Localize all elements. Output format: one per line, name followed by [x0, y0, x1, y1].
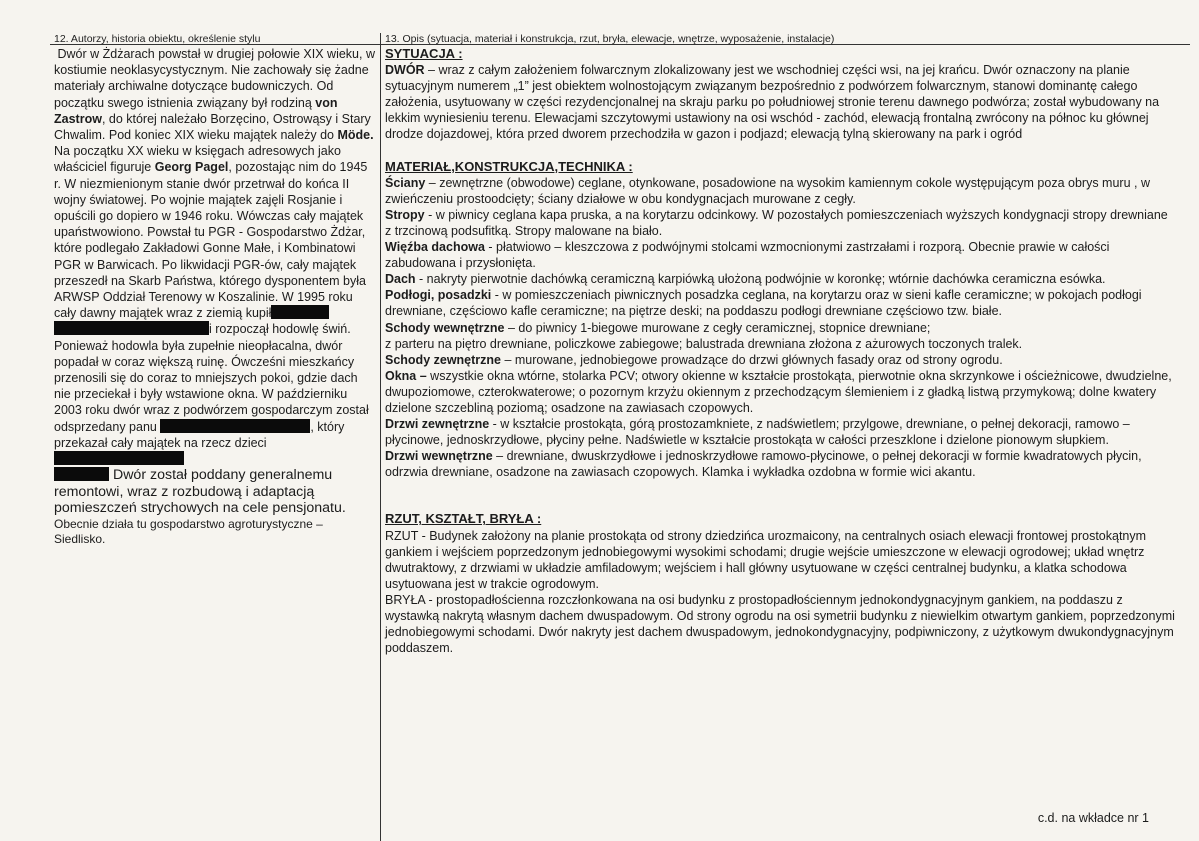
material-item-label: Drzwi wewnętrzne	[385, 449, 493, 464]
material-item-text: - w piwnicy ceglana kapa pruska, a na korytarzu odcinkowy. W pozostałych pomieszczeniach wyższych kondygnacji stropy drewniane z trzcinową podsufitką. Stropy malowane na biało.	[385, 207, 1168, 238]
material-item-text: wszystkie okna wtórne, stolarka PCV; otwory okienne w kształcie prostokąta, pierwotnie okna skrzynkowe i ościeżnicowe, dwudzielne, dwupoziomowe, czterokwaterowe; o pozornym krzyżu okiennym z przechodzącym ślemieniem i z gładką listwą przymykową; dolne kwatery dzielone szczebliną poziomą; osadzone na zawiasach czopowych.	[385, 368, 1172, 415]
section-title-rzut: RZUT, KSZTAŁT, BRYŁA :	[385, 511, 542, 527]
material-item-label: Podłogi, posadzki	[385, 288, 492, 303]
material-item-label: Okna –	[385, 368, 427, 383]
history-text: , pozostając nim do 1945 r. W niezmienionym stanie dwór przetrwał do końca II wojny światowej. Po wojnie majątek zajęli Rosjanie i opuścili go dopiero w 1946 roku. Wówczas cały majątek upaństwowiono. Powstał tu PGR - Gospodarstwo Żdżar, które podlegało Zakładowi Gonne Małe, i Kombinatowi PGR w Barwicach. Po likwidacji PGR-ów, cały majątek przeszedł na Skarb Państwa, którego dysponentem była ARWSP Oddział Terenowy w Koszalinie. W 1995 roku cały dawny majątek wraz z ziemią kupił	[54, 160, 368, 321]
redaction-bar	[54, 467, 109, 481]
history-name-mode: Möde.	[337, 128, 374, 143]
redaction-bar	[54, 451, 184, 465]
material-item-text: – do piwnicy 1-biegowe murowane z cegły ceramicznej, stopnice drewniane;	[504, 320, 931, 335]
sytuacja-lead: DWÓR	[385, 63, 425, 78]
material-item-text: - w pomieszczeniach piwnicznych posadzka ceglana, na korytarzu oraz w sieni kafle ceramiczne; w pokojach podłogi drewniane, częściowo kafle ceramiczne; na piętrze deski; na poddaszu podłogi drewniane częściowo tzw. białe.	[385, 288, 1142, 319]
redaction-bar	[54, 321, 209, 335]
material-item-text: – zewnętrzne (obwodowe) ceglane, otynkowane, posadowione na wysokim kamiennym cokole występującym poza obrys muru , w zwieńczeniu prostoodcięty; ściany działowe w obu kondygnacjach murowane z cegły.	[385, 175, 1150, 206]
history-text: Na początku XX wieku w księgach adresowych jako właściciel figuruje	[54, 144, 341, 175]
material-item-label: Drzwi zewnętrzne	[385, 417, 490, 432]
material-item	[385, 368, 1175, 416]
bryla-paragraph: BRYŁA - prostopadłościenna rozczłonkowana na osi budynku z prostopadłościennym jednokondygnacyjnym gankiem, na poddaszu z wystawką nakrytą własnym dachem dwuspadowym. Od strony ogrodu na osi symetrii budynku z niewielkim otwartym gankiem, poprzedzonymi jednobiegowymi schodami. Dwór nakryty jest dachem dwuspadowym, jednokondygnacyjny, podpiwniczony, z użytkowym dwukondygnacyjnym poddaszem.	[385, 592, 1175, 656]
sytuacja-text: – wraz z całym założeniem folwarcznym zlokalizowany jest we wschodniej części wsi, na jej krańcu. Dwór oznaczony na planie sytuacyjnym numerem „1” jest obiektem wolnostojącym związanym bezpośrednio z podwórzem folwarcznym, stanowi dominantę całego założenia, usytuowany w części rezydencjonalnej na skraju parku po południowej stronie terenu dawnego podwórza; został wybudowany na lekkim wyniesieniu terenu. Elewacjami szczytowymi ustawiony na osi wschód - zachód, elewacją frontalną zwrócony na północ ku głównej drodze dojazdowej, która przed dworem przechodziła w gazon i podjazd; elewacją tylną skierowany na park i ogród	[385, 63, 1160, 142]
history-text: Dwór został poddany generalnemu remontowi, wraz z rozbudową i adaptacją pomieszczeń strychowych na cele pensjonatu.	[54, 467, 346, 517]
material-item	[385, 336, 1175, 352]
material-list	[385, 175, 1175, 481]
section-title-sytuacja: SYTUACJA :	[385, 46, 463, 61]
material-item	[385, 271, 1175, 287]
material-item-text: – drewniane, dwuskrzydłowe i jednoskrzydłowe ramowo-płycinowe, o pełnej dekoracji w formie kwadratowych płycin, odrzwia drewniane, osadzone na zawiasach czopowych. Klamka i wykładka ozdobna w formie wici akantu.	[385, 449, 1142, 480]
history-text: i rozpoczął hodowlę świń. Ponieważ hodowla była zupełnie nieopłacalna, dwór popadał w coraz większą ruinę. Ówcześni mieszkańcy przenosili się do coraz to mniejszych pokoi, gdzie dach nie przeciekał i były wstawione okna. W październiku 2003 roku dwór wraz z podwórzem gospodarczym został odsprzedany panu	[54, 322, 369, 434]
history-paragraph-remont	[54, 467, 376, 517]
rzut-paragraph: RZUT - Budynek założony na planie prostokąta od strony dziedzińca urozmaicony, na centralnych osiach elewacji frontowej prostokątnym gankiem i wejściem poprzedzonym jednobiegowymi wysokimi schodami; drugie wejście umieszczone w elewacji ogrodowej; układ wnętrz dwutraktowy, z drzwiami w układzie amfiladowym; wejściem i hall główny usytuowane w części centralnej budynku, a klatka schodowa usytuowana jest w trakcie ogrodowym.	[385, 528, 1147, 591]
continuation-note: c.d. na wkładce nr 1	[1037, 811, 1149, 825]
material-item-label: Schody wewnętrzne	[385, 320, 505, 335]
material-item-text: - nakryty pierwotnie dachówką ceramiczną karpiówką ułożoną podwójnie w koronkę; wtórnie dachówka ceramiczna esówka.	[415, 272, 1106, 287]
material-item-text: - płatwiowo – kleszczowa z podwójnymi stolcami wzmocnionymi zastrzałami i rozporą. Obecnie prawie w całości zabudowana i przysłonięta.	[385, 240, 1110, 271]
material-item-text: - w kształcie prostokąta, górą prostozamkniete, z nadświetlem; przylgowe, drewniane, o pełnej dekoracji, ramowo – płycinowe, jednoskrzydłowe, płyciny pełne. Nadświetle w kształcie prostokąta w całości przeszklone i dzielone pionowym słupkiem.	[385, 417, 1130, 448]
right-section-header: 13. Opis (sytuacja, materiał i konstrukcja, rzut, bryła, elewacje, wnętrze, wyposażenie, instalacje)	[385, 33, 835, 45]
material-item	[385, 239, 1175, 271]
material-item	[385, 287, 1175, 319]
material-item-label: Dach	[385, 272, 416, 287]
history-paragraph-current: Obecnie działa tu gospodarstwo agroturystyczne – Siedlisko.	[54, 517, 323, 547]
history-text: Dwór w Żdżarach powstał w drugiej połowie XIX wieku, w kostiumie neoklasycystycznym. Nie zachowały się żadne materiały archiwalne dotyczące budowniczych. Od początku swego istnienia związany był rodziną	[54, 47, 375, 110]
material-item	[385, 416, 1175, 448]
material-item-label: Więźba dachowa	[385, 240, 485, 255]
material-item	[385, 175, 1175, 207]
redaction-bar	[271, 305, 329, 319]
history-name-pagel: Georg Pagel	[154, 160, 229, 175]
sytuacja-paragraph	[385, 62, 1175, 142]
column-separator	[380, 33, 381, 841]
section-title-material: MATERIAŁ,KONSTRUKCJA,TECHNIKA :	[385, 158, 633, 174]
material-item-text: z parteru na piętro drewniane, policzkowe zabiegowe; balustrada drewniana złożona z ażurowych toczonych tralek.	[385, 336, 1023, 351]
material-item-label: Ściany	[385, 175, 426, 190]
history-text: , do której należało Borzęcino, Ostrowąsy i Stary Chwalim. Pod koniec XIX wieku majątek należy do	[54, 111, 371, 143]
history-name-zastrow: von Zastrow	[54, 95, 338, 126]
history-text: , który przekazał cały majątek na rzecz dzieci	[54, 419, 345, 450]
material-item	[385, 448, 1175, 480]
history-paragraph	[54, 46, 376, 467]
material-item	[385, 320, 1175, 336]
description-column	[385, 46, 1175, 656]
redaction-bar	[160, 419, 310, 433]
material-item	[385, 207, 1175, 239]
material-item-label: Schody zewnętrzne	[385, 352, 501, 367]
history-column	[54, 46, 376, 547]
material-item	[385, 352, 1175, 368]
material-item-label: Stropy	[385, 207, 425, 222]
material-item-text: – murowane, jednobiegowe prowadzące do drzwi głównych fasady oraz od strony ogrodu.	[501, 352, 1003, 367]
left-section-header: 12. Autorzy, historia obiektu, określenie stylu	[54, 33, 261, 45]
